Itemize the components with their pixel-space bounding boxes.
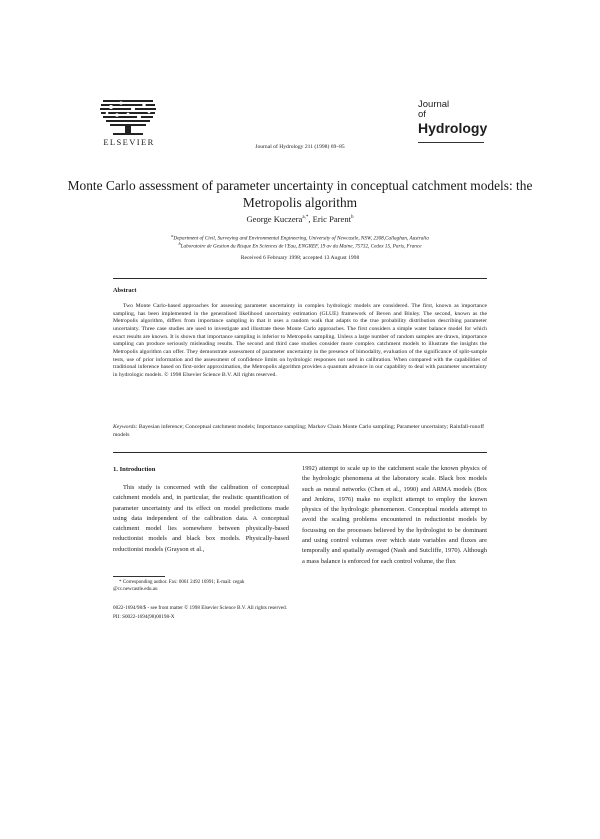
elsevier-tree-logo: [97, 97, 159, 137]
journal-citation: Journal of Hydrology 211 (1998) 69–85: [255, 144, 345, 150]
affiliation-b-mark: b: [178, 241, 181, 246]
journal-logo: [418, 100, 487, 136]
affiliation-a-mark: a: [171, 233, 174, 238]
keywords: [113, 423, 487, 439]
author-line: George Kuczera$^{a,*}$, Eric Parent$^b$: [246, 214, 354, 224]
corresponding-author-mark: *: [305, 215, 309, 221]
keywords-list: Bayesian inference; Conceptual catchment models; Importance sampling; Markov Chain Monte Carlo sampling; Parameter uncertainty; Rainfall-runoff models: [113, 424, 485, 438]
abstract-text: Two Monte Carlo-based approaches for assessing parameter uncertainty in complex hydrologic models are considered. The first, known as importance sampling, has been implemented in the generalised likelihood uncertainty estimation (GLUE) framework of Beven and Binley. The second, known as the Metropolis algorithm, differs from importance sampling in that it uses a random walk that adapts to the true probability distribution describing parameter uncertainty. Three case studies are used to investigate and illustrate these Monte Carlo approaches. The first considers a simple water balance model for which exact results are known. It is shown that importance sampling is inferior to Metropolis sampling. Unless a large number of random samples are drawn, importance sampling can produce seriously misleading results. The second and third case studies consider more complex catchment models to illustrate the insights the Metropolis algorithm can offer. They demonstrate assessment of parameter uncertainty in the presence of bimodality, evaluation of the significance of split-sample tests, use of prior information and the assessment of confidence limits on hydrologic responses not used in calibration. When compared with the capabilities of traditional inference based on first-order approximation, the Metropolis algorithm provides a quantum advance in our capability to deal with parameter uncertainty in hydrologic models. © 1998 Elsevier Science B.V. All rights reserved.: [113, 303, 487, 378]
publisher-name: ELSEVIER: [103, 137, 155, 147]
body-column-left: This study is concerned with the calibration of conceptual catchment models and, in particular, the realistic quantification of parameter uncertainty and its effect on model predictions made using data independent of the calibration data. A conceptual catchment model lies somewhere between physically-based reductionist models and black box models. Physically-based reductionist models (Grayson et al.,: [113, 484, 289, 553]
section-heading-introduction: 1. Introduction: [113, 466, 156, 473]
author-1: George Kuczera: [246, 214, 303, 224]
abstract-top-rule: [113, 278, 487, 279]
author-2: Eric Parent: [312, 214, 352, 224]
copyright-line: 0022-1694/98/$ - see front matter © 1998 Elsevier Science B.V. All rights reserved.: [113, 605, 287, 611]
corresponding-author-footnote: * Corresponding author. Fax: 0061 2492 16991; E-mail: cegak @cc.newcastle.edu.au: [113, 580, 245, 592]
copyright-block: [113, 604, 287, 622]
journal-logo-word-3: Hydrology: [418, 120, 488, 136]
author-1-affil-mark: a,: [302, 215, 306, 221]
affiliation-b: [0, 241, 600, 250]
received-dates: Received 6 February 1998; accepted 13 August 1998: [240, 255, 360, 261]
keywords-label: Keywords:: [113, 424, 138, 430]
journal-logo-word-2: of: [418, 109, 426, 120]
author-2-affil-mark: b: [351, 215, 354, 221]
affiliation-a-text: Department of Civil, Surveying and Environmental Engineering, University of Newcastle, NSW, 2308,Callaghan, Australia: [173, 235, 429, 242]
affiliation-b-text: Laboratoire de Gestion du Risque En Sciences de l'Eau, ENGREF, 19 av du Maine, 75732, Cedex 15, Paris, France: [180, 243, 422, 250]
article-title: Monte Carlo assessment of parameter uncertainty in conceptual catchment models: the Metropolis algorithm: [67, 178, 533, 210]
body-column-right: 1992) attempt to scale up to the catchment scale the known physics of the hydrologic phenomena at the laboratory scale. Black box models such as neural networks (Chen et al., 1990) and ARMA models (Box and Jenkins, 1976) make no explicit attempt to employ the known physics of the hydrologic phenomenon. Conceptual models attempt to avoid the scaling problems encountered in reductionist models by focussing on the processes believed by the hydrologist to be dominant and using control volumes over which state variables and fluxes are temporally and spatially averaged (Nash and Sutcliffe, 1970). Although a mass balance is enforced for each control volume, the flux: [302, 465, 487, 565]
footnote-rule: [113, 576, 165, 577]
abstract-heading: Abstract: [113, 287, 137, 294]
pii-line: PII: S0022-1694(98)00198-X: [113, 614, 175, 620]
journal-logo-word-1: Journal: [418, 99, 450, 110]
abstract-bottom-rule: [113, 452, 487, 453]
journal-logo-underline: [418, 142, 484, 143]
